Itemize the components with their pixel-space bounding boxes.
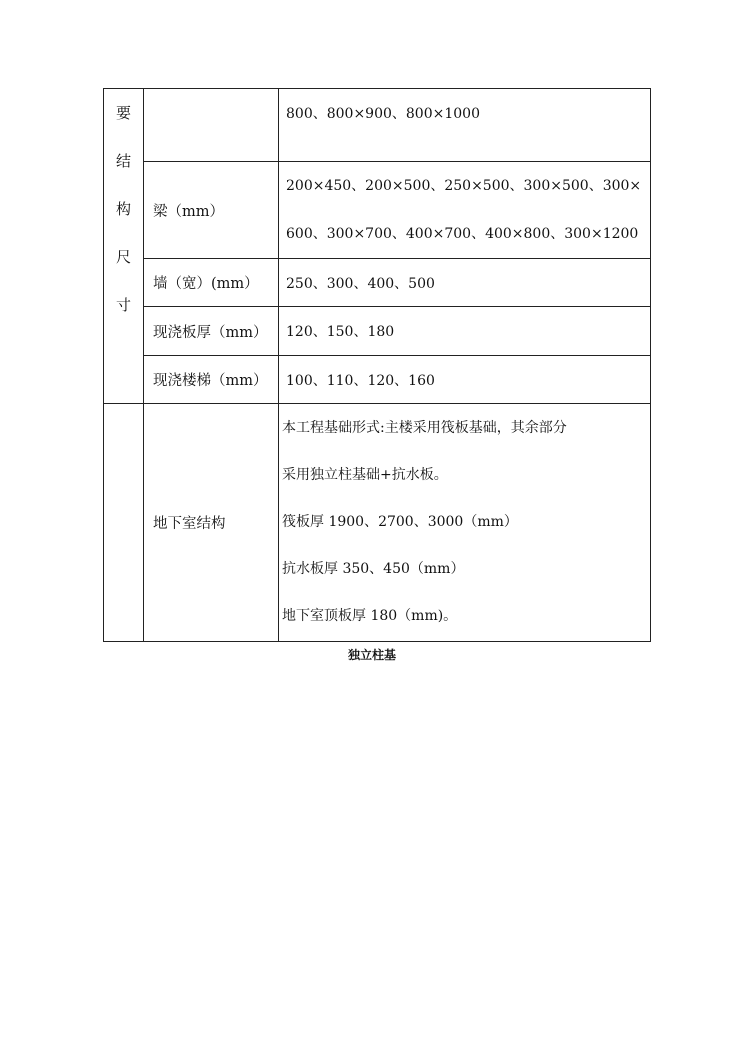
basement-value: 本工程基础形式:主楼采用筏板基础，其余部分 采用独立柱基础+抗水板。 筏板厚 1900、2700、3000（mm） 抗水板厚 350、450（mm） 地下室顶板厚 180（mm)。 xyxy=(279,404,651,642)
stair-value: 100、110、120、160 xyxy=(279,356,651,404)
section-title-char: 构 xyxy=(115,200,131,218)
column-size-value: 800、800×900、800×1000 xyxy=(279,89,651,162)
slab-label: 现浇板厚（mm） xyxy=(144,307,279,356)
stair-label: 现浇楼梯（mm） xyxy=(144,356,279,404)
table-row xyxy=(104,162,651,259)
section-title-cell xyxy=(104,89,144,404)
row-label-empty xyxy=(144,89,279,162)
table-row xyxy=(104,404,651,642)
table-row xyxy=(104,307,651,356)
section-title-char: 结 xyxy=(115,152,131,170)
basement-label: 地下室结构 xyxy=(144,404,279,642)
section-title-char: 尺 xyxy=(115,248,131,266)
wall-label: 墙（宽）(mm） xyxy=(144,259,279,307)
wall-value: 250、300、400、500 xyxy=(279,259,651,307)
beam-value: 200×450、200×500、250×500、300×500、300× 600、300×700、400×700、400×800、300×1200 xyxy=(279,162,651,259)
structure-dimensions-table xyxy=(103,88,651,642)
section-title-char: 要 xyxy=(115,104,131,122)
section-title-empty-cell xyxy=(104,404,144,642)
table-row xyxy=(104,259,651,307)
figure-caption: 独立柱基 xyxy=(347,648,396,662)
table-row xyxy=(104,356,651,404)
slab-value: 120、150、180 xyxy=(279,307,651,356)
table-row xyxy=(104,89,651,162)
beam-label: 梁（mm） xyxy=(144,162,279,259)
section-title-char: 寸 xyxy=(115,296,131,314)
section-title xyxy=(104,89,143,343)
